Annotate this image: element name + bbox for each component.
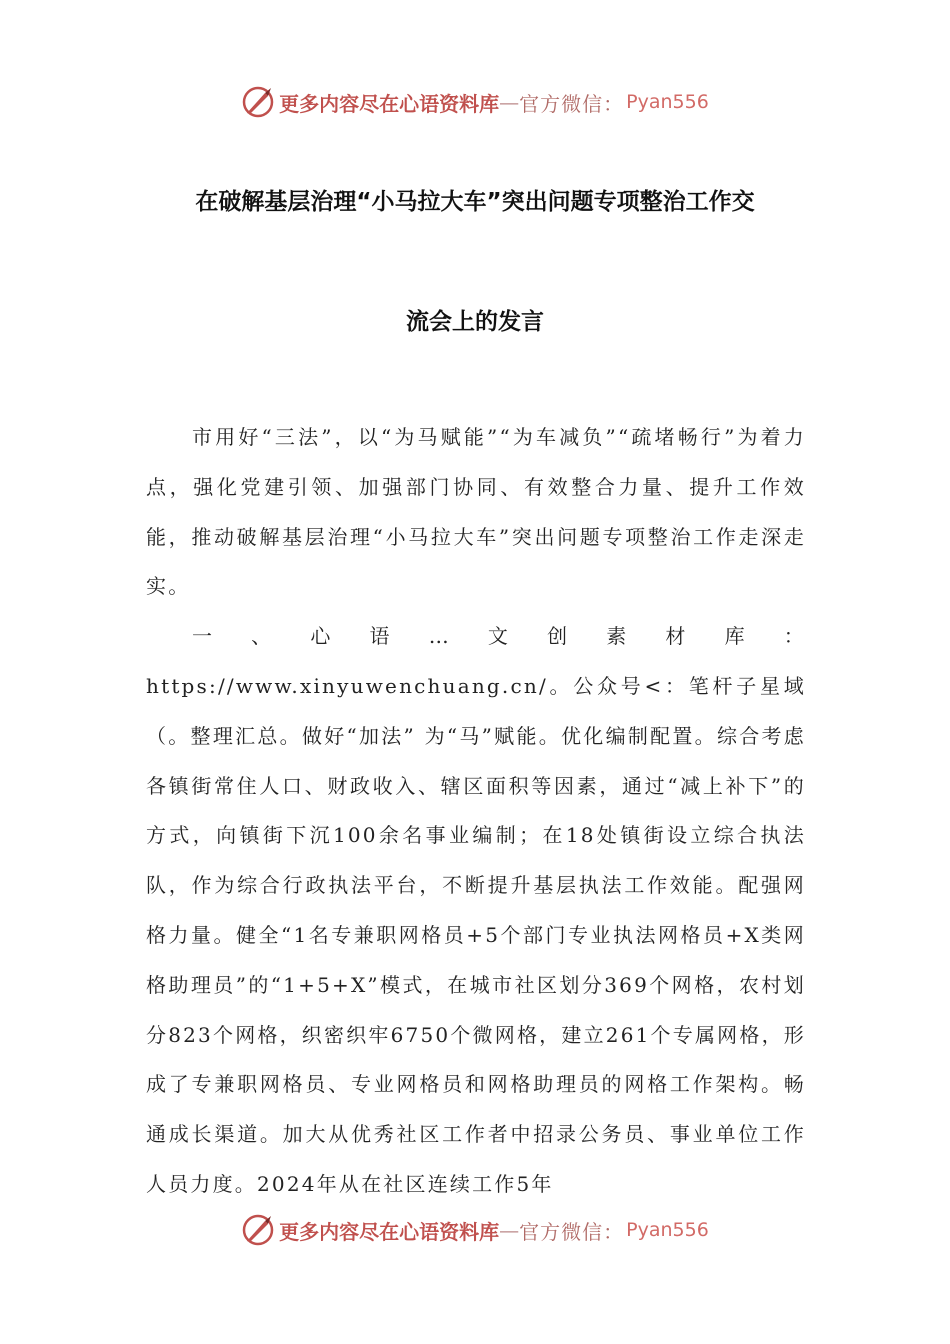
watermark-contact: 官方微信： xyxy=(519,91,625,116)
watermark-wechat-id: Pyan556 xyxy=(626,91,709,113)
paragraph-section-1: 一、心语…文创素材库：https://www.xinyuwenchuang.cn/。公众号<：笔杆子星域（。整理汇总。做好“加法” 为“马”赋能。优化编制配置。综合考虑各镇街常住人口、财政收入、辖区面积等因素，通过“减上补下”的方式，向镇街下沉100余名事业编制；在18处镇街设立综合执法队，作为综合行政执法平台，不断提升基层执法工作效能。配强网格力量。健全“1名专兼职网格员+5个部门专业执法网格员+X类网格助理员”的“1+5+X”模式，在城市社区划分369个网格，农村划分823个网格，织密织牢6750个微网格，建立261个专属网格，形成了专兼职网格员、专业网格员和网格助理员的网格工作架构。畅通成长渠道。加大从优秀社区工作者中招录公务员、事业单位工作人员力度。2024年从在社区连续工作5年 xyxy=(146,624,806,1196)
quill-logo-icon xyxy=(241,85,275,119)
watermark-wechat-id: Pyan556 xyxy=(626,1219,709,1241)
watermark-dash: — xyxy=(499,1218,520,1242)
document-body xyxy=(146,413,806,1210)
watermark-dash: — xyxy=(499,90,520,114)
watermark-contact: 官方微信： xyxy=(519,1219,625,1244)
watermark-footer xyxy=(0,1210,950,1250)
watermark-brand: 更多内容尽在心语资料库 xyxy=(279,91,500,116)
document-title-line-2: 流会上的发言 xyxy=(406,309,544,335)
paragraph-intro: 市用好“三法”，以“为马赋能”“为车减负”“疏堵畅行”为着力点，强化党建引领、加强部门协同、有效整合力量、提升工作效能，推动破解基层治理“小马拉大车”突出问题专项整治工作走深走实。 xyxy=(146,425,806,599)
watermark-header xyxy=(0,82,950,122)
quill-logo-icon xyxy=(241,1213,275,1247)
document-title-line-1: 在破解基层治理“小马拉大车”突出问题专项整治工作交 xyxy=(195,189,755,215)
watermark-brand: 更多内容尽在心语资料库 xyxy=(279,1219,500,1244)
